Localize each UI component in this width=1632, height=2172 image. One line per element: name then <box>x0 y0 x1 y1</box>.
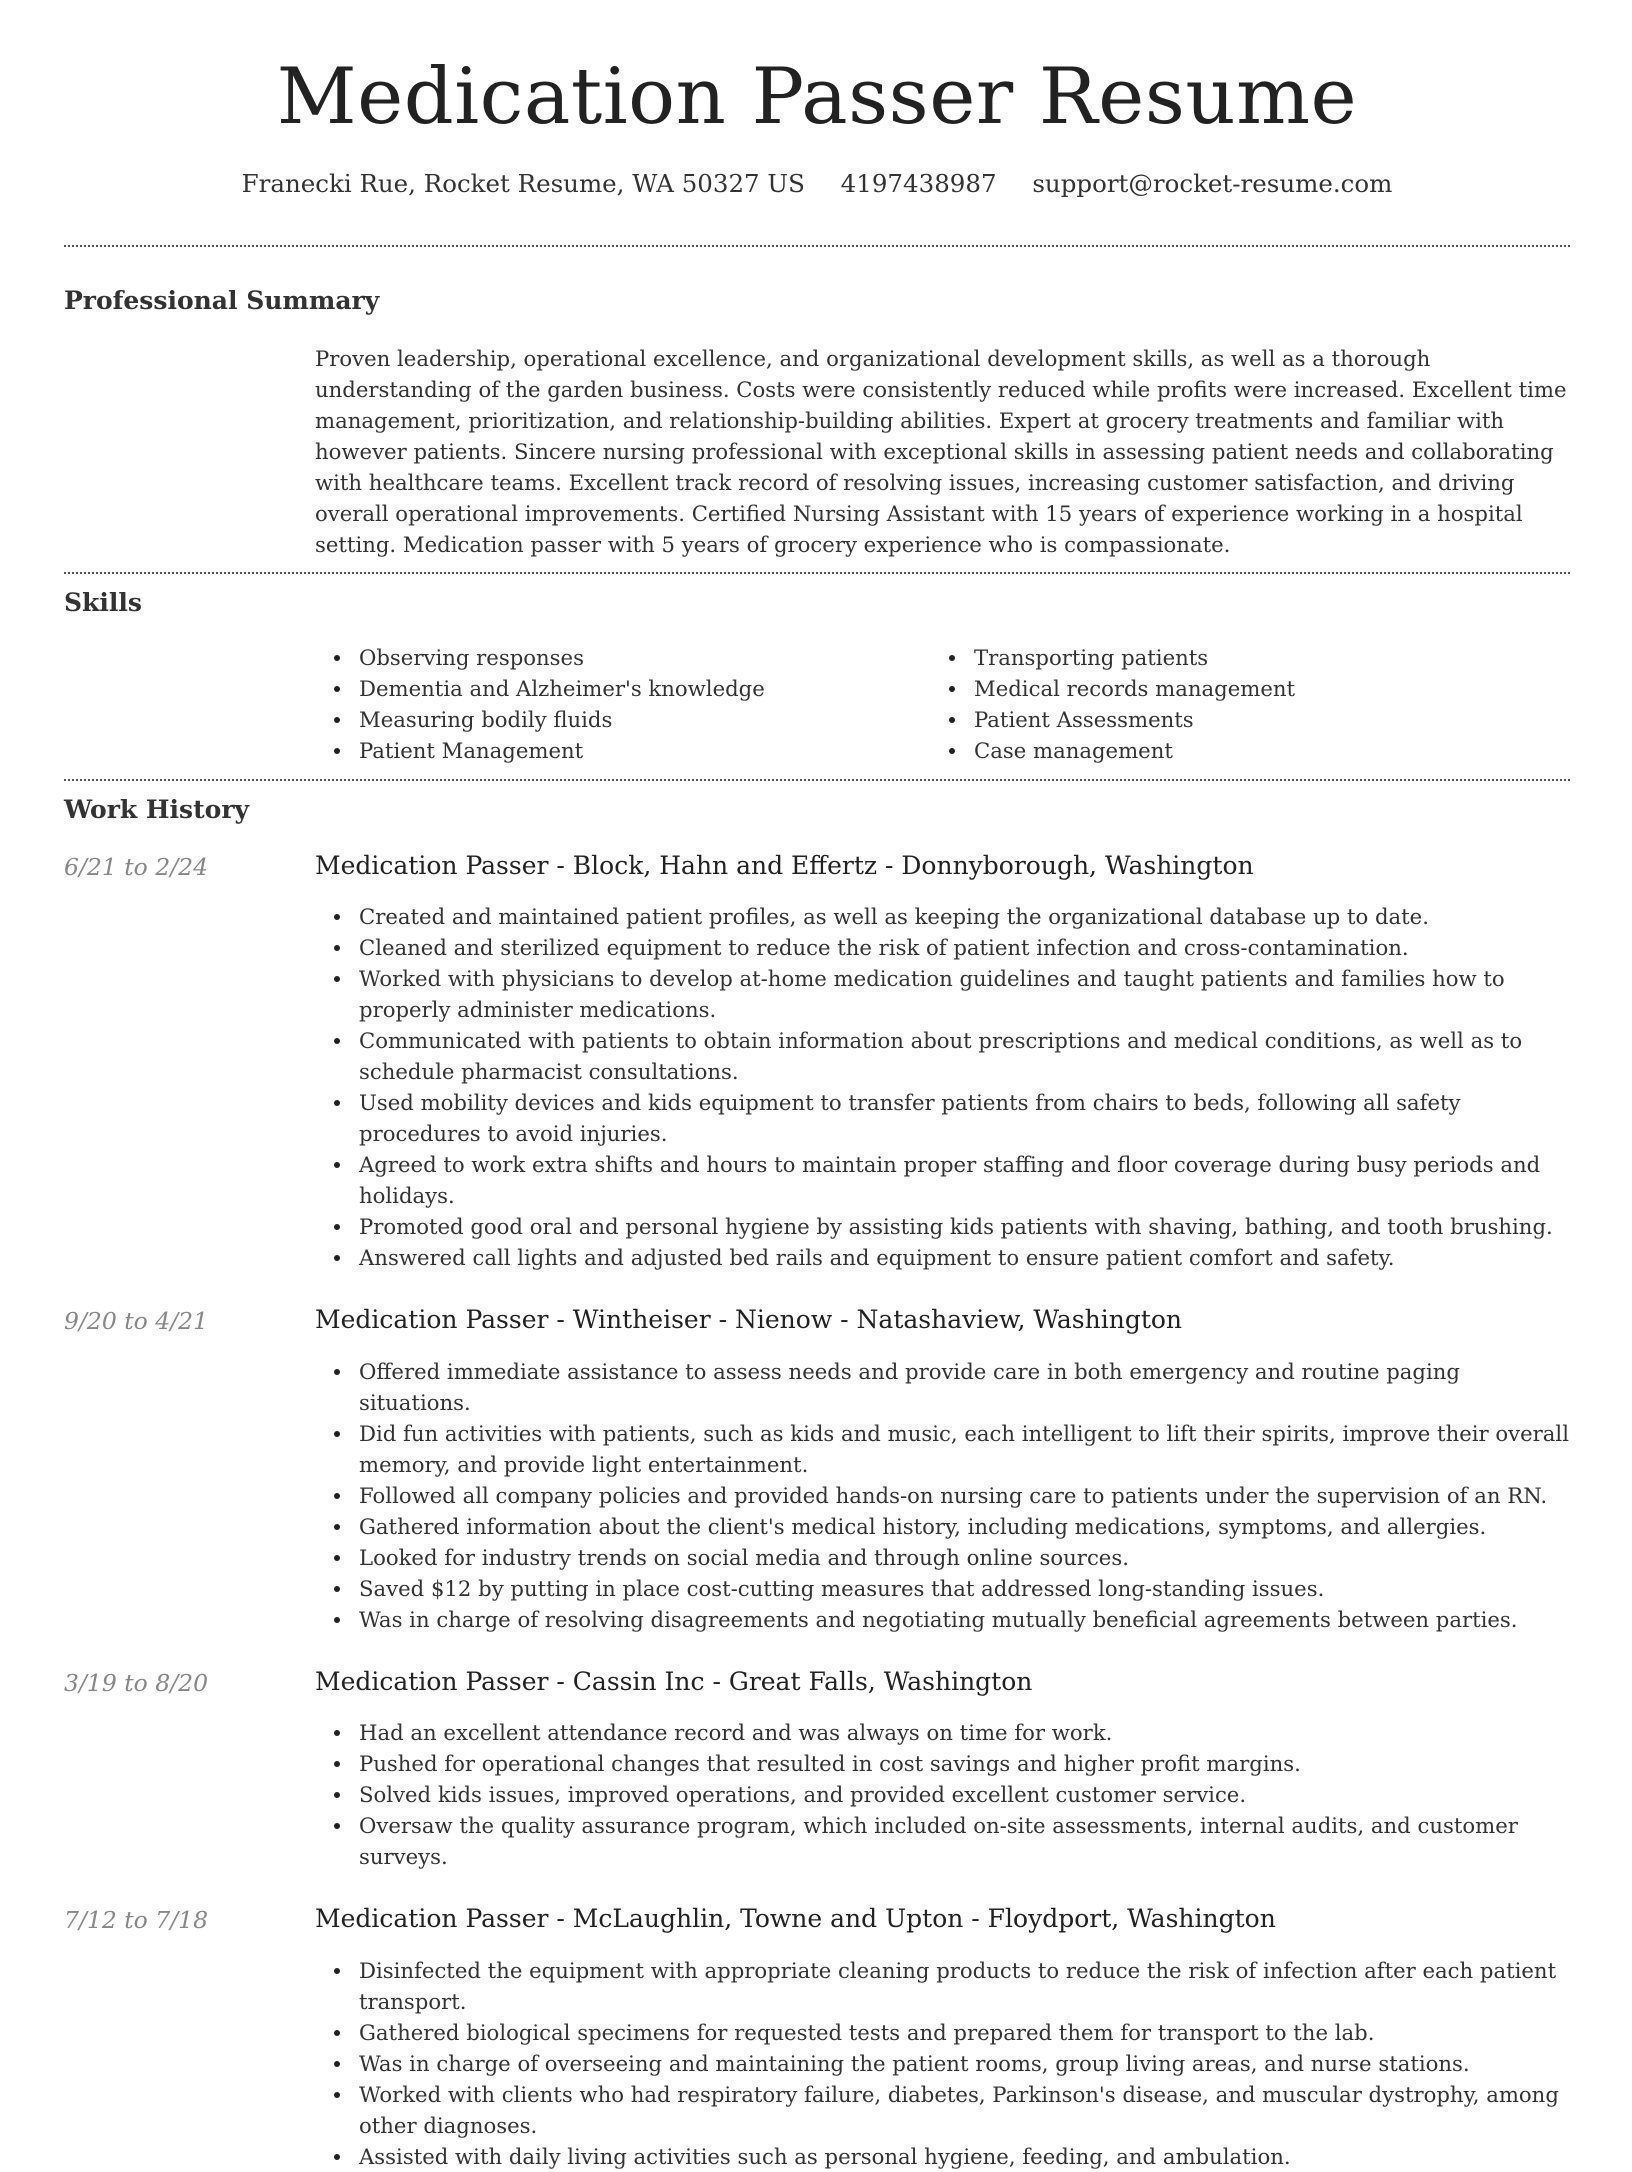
job-title: Medication Passer - Wintheiser - Nienow - Natashaview, Washington <box>315 1305 1183 1334</box>
duty-item: Offered immediate assistance to assess needs and provide care in both emergency and routine paging situations. <box>315 1356 1570 1418</box>
job-duties <box>315 1955 1570 2172</box>
section-divider <box>64 572 1570 574</box>
resume-title: Medication Passer Resume <box>276 52 1358 142</box>
job-dates: 9/20 to 4/21 <box>64 1307 209 1335</box>
duty-item: Followed all company policies and provided hands-on nursing care to patients under the supervision of an RN. <box>315 1480 1570 1511</box>
duty-item: Worked with clients who had respiratory failure, diabetes, Parkinson's disease, and muscular dystrophy, among other diagnoses. <box>315 2079 1570 2141</box>
job-header <box>64 850 1570 881</box>
contact-phone: 4197438987 <box>840 169 997 198</box>
summary-section <box>64 285 1570 560</box>
skill-item: Dementia and Alzheimer's knowledge <box>315 673 930 704</box>
skill-item: Case management <box>930 735 1545 766</box>
duty-item: Agreed to work extra shifts and hours to maintain proper staffing and floor coverage during busy periods and holidays. <box>315 1149 1570 1211</box>
duty-item: Gathered biological specimens for requested tests and prepared them for transport to the lab. <box>315 2017 1570 2048</box>
job-title: Medication Passer - Cassin Inc - Great Falls, Washington <box>315 1666 1033 1696</box>
summary-heading: Professional Summary <box>64 285 380 315</box>
job-duties <box>315 1356 1570 1635</box>
work-section <box>64 794 1570 2172</box>
job-title: Medication Passer - McLaughlin, Towne and Upton - Floydport, Washington <box>315 1904 1276 1933</box>
skills-column-left <box>315 642 930 766</box>
duty-item: Worked with physicians to develop at-home medication guidelines and taught patients and families how to properly administer medications. <box>315 963 1570 1025</box>
skill-item: Patient Assessments <box>930 704 1545 735</box>
contact-email: support@rocket-resume.com <box>1032 169 1393 198</box>
job-header <box>64 1307 1570 1334</box>
skills-grid <box>315 642 1570 766</box>
duty-item: Solved kids issues, improved operations, and provided excellent customer service. <box>315 1779 1570 1810</box>
skills-heading: Skills <box>64 587 142 617</box>
duty-item: Pushed for operational changes that resulted in cost savings and higher profit margins. <box>315 1748 1570 1779</box>
job-title: Medication Passer - Block, Hahn and Effertz - Donnyborough, Washington <box>315 850 1254 880</box>
job-dates: 7/12 to 7/18 <box>64 1906 209 1934</box>
skills-column-right <box>930 642 1545 766</box>
job-header <box>64 1906 1570 1933</box>
job-entry <box>64 850 1570 1274</box>
duty-item: Had an excellent attendance record and was always on time for work. <box>315 1717 1570 1748</box>
duty-item: Promoted good oral and personal hygiene by assisting kids patients with shaving, bathing, and tooth brushing. <box>315 1211 1570 1242</box>
resume-page <box>64 0 1570 2172</box>
skill-item: Measuring bodily fluids <box>315 704 930 735</box>
duty-item: Was in charge of overseeing and maintaining the patient rooms, group living areas, and nurse stations. <box>315 2048 1570 2079</box>
skill-item: Medical records management <box>930 673 1545 704</box>
job-dates: 6/21 to 2/24 <box>64 852 209 881</box>
job-duties <box>315 901 1570 1273</box>
duty-item: Gathered information about the client's medical history, including medications, symptoms, and allergies. <box>315 1511 1570 1542</box>
duty-item: Cleaned and sterilized equipment to reduce the risk of patient infection and cross-contamination. <box>315 932 1570 963</box>
duty-item: Was in charge of resolving disagreements and negotiating mutually beneficial agreements between parties. <box>315 1604 1570 1635</box>
duty-item: Assisted with daily living activities such as personal hygiene, feeding, and ambulation. <box>315 2141 1570 2172</box>
duty-item: Saved $12 by putting in place cost-cutting measures that addressed long-standing issues. <box>315 1573 1570 1604</box>
duty-item: Created and maintained patient profiles, as well as keeping the organizational database up to date. <box>315 901 1570 932</box>
job-entry <box>64 1307 1570 1635</box>
job-dates: 3/19 to 8/20 <box>64 1668 209 1697</box>
job-entry <box>64 1666 1570 1873</box>
skill-item: Patient Management <box>315 735 930 766</box>
duty-item: Did fun activities with patients, such as kids and music, each intelligent to lift their spirits, improve their overall memory, and provide light entertainment. <box>315 1418 1570 1480</box>
duty-item: Used mobility devices and kids equipment to transfer patients from chairs to beds, following all safety procedures to avoid injuries. <box>315 1087 1570 1149</box>
contact-address: Franecki Rue, Rocket Resume, WA 50327 US <box>241 169 805 198</box>
summary-text: Proven leadership, operational excellence, and organizational development skills, as well as a thorough understanding of the garden business. Costs were consistently reduced while profits were increased. Excellent time management, prioritization, and relationship-building abilities. Expert at grocery treatments and familiar with however patients. Sincere nursing professional with exceptional skills in assessing patient needs and collaborating with healthcare teams. Excellent track record of resolving issues, increasing customer satisfaction, and driving overall operational improvements. Certified Nursing Assistant with 15 years of experience working in a hospital setting. Medication passer with 5 years of grocery experience who is compassionate. <box>315 345 1567 557</box>
section-divider <box>64 779 1570 781</box>
job-duties <box>315 1717 1570 1872</box>
work-heading: Work History <box>64 794 250 824</box>
skill-item: Transporting patients <box>930 642 1545 673</box>
duty-item: Looked for industry trends on social media and through online sources. <box>315 1542 1570 1573</box>
contact-line <box>64 169 1570 198</box>
skill-item: Observing responses <box>315 642 930 673</box>
section-divider <box>64 245 1570 247</box>
job-header <box>64 1666 1570 1697</box>
job-entry <box>64 1906 1570 2172</box>
skills-section <box>64 587 1570 766</box>
duty-item: Answered call lights and adjusted bed rails and equipment to ensure patient comfort and safety. <box>315 1242 1570 1273</box>
duty-item: Oversaw the quality assurance program, which included on-site assessments, internal audits, and customer surveys. <box>315 1810 1570 1872</box>
duty-item: Communicated with patients to obtain information about prescriptions and medical conditions, as well as to schedule pharmacist consultations. <box>315 1025 1570 1087</box>
duty-item: Disinfected the equipment with appropriate cleaning products to reduce the risk of infection after each patient transport. <box>315 1955 1570 2017</box>
